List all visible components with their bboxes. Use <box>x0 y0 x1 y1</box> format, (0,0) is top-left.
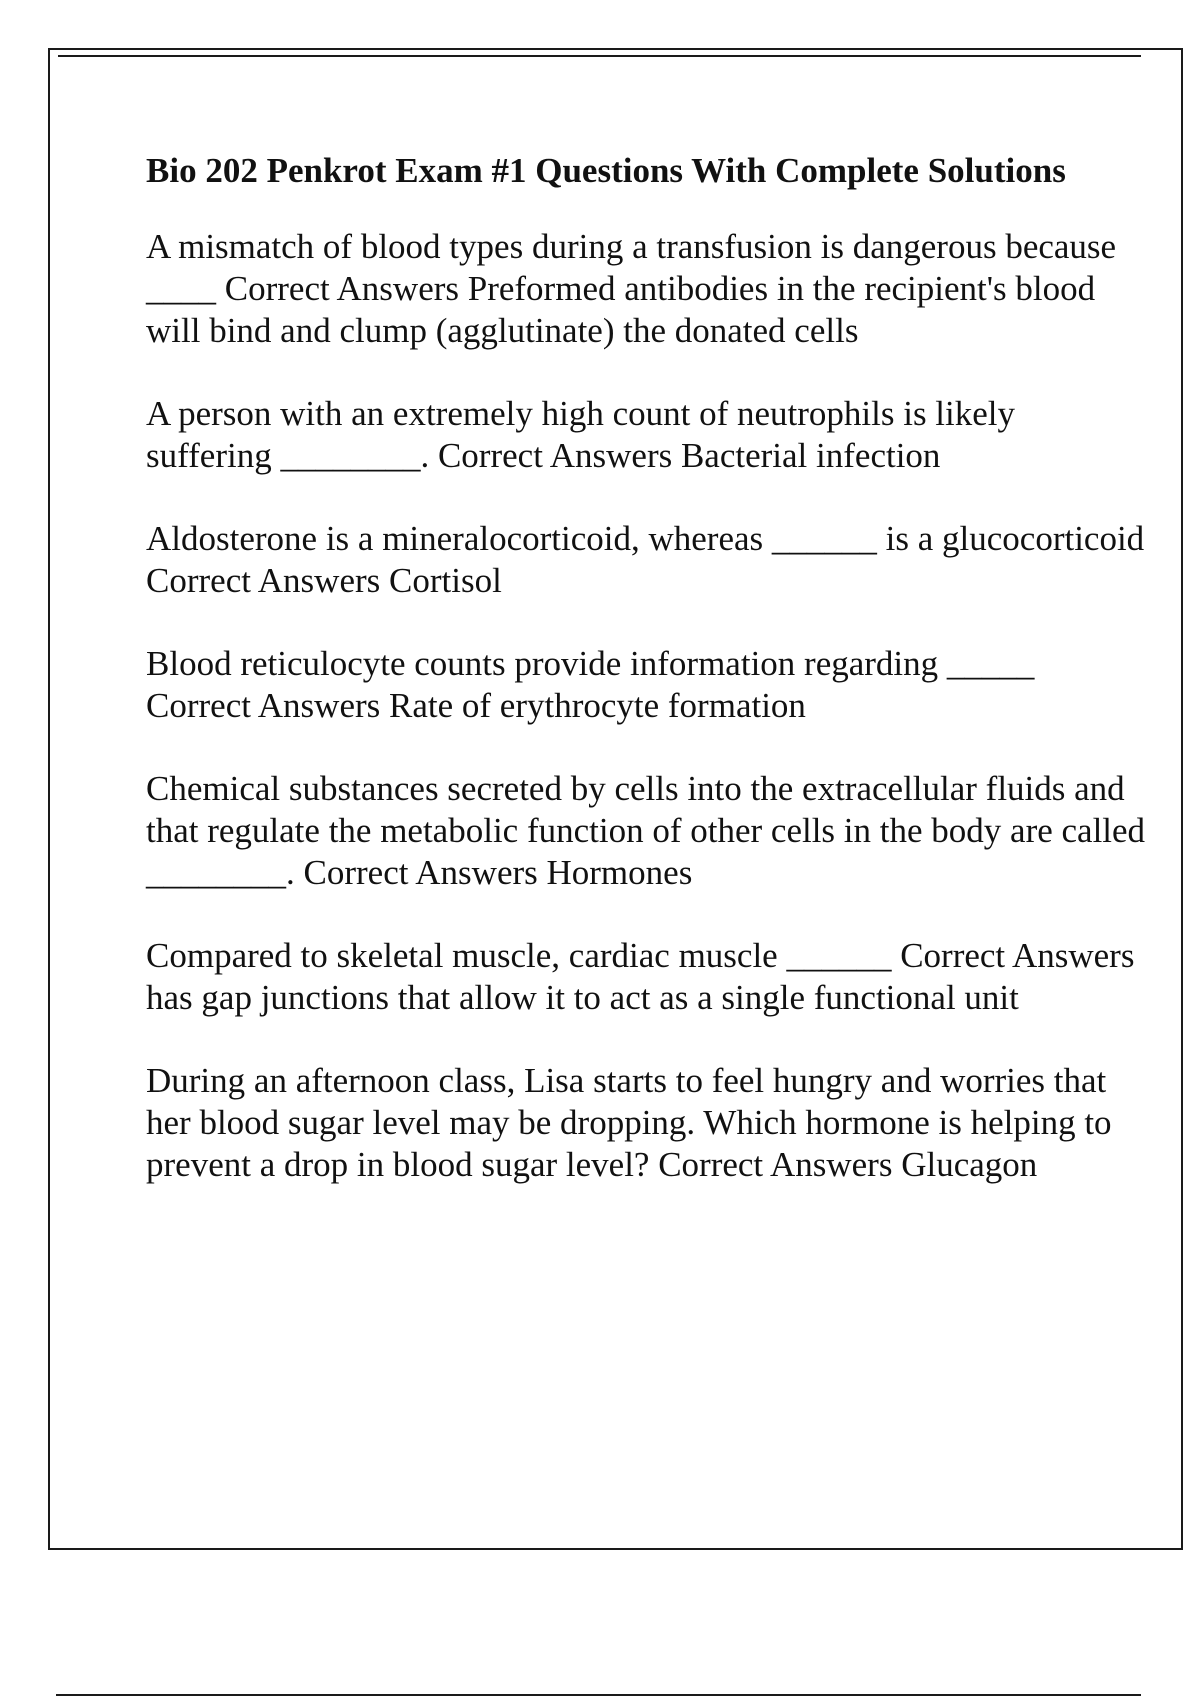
question-answer-6: Compared to skeletal muscle, cardiac muscle ______ Correct Answers has gap junctions that allow it to act as a single functional unit <box>146 936 1135 1017</box>
question-answer-2: A person with an extremely high count of neutrophils is likely suffering ________. Correct Answers Bacterial infection <box>146 394 1016 475</box>
question-answer-3: Aldosterone is a mineralocorticoid, whereas ______ is a glucocorticoid Correct Answers Cortisol <box>146 519 1145 600</box>
question-answer-7: During an afternoon class, Lisa starts to feel hungry and worries that her blood sugar level may be dropping. Which hormone is helping to prevent a drop in blood sugar level? Correct Answers Glucagon <box>146 1061 1112 1184</box>
bottom-rule <box>56 1694 1141 1696</box>
question-answer-4: Blood reticulocyte counts provide information regarding _____ Correct Answers Rate of erythrocyte formation <box>146 644 1035 725</box>
page-frame <box>48 48 1183 1550</box>
question-answer-5: Chemical substances secreted by cells into the extracellular fluids and that regulate the metabolic function of other cells in the body are called ________. Correct Answers Hormones <box>146 769 1146 892</box>
top-rule <box>58 55 1141 57</box>
document-content <box>146 150 1146 1227</box>
document-title: Bio 202 Penkrot Exam #1 Questions With Complete Solutions <box>146 151 1066 190</box>
question-answer-1: A mismatch of blood types during a transfusion is dangerous because ____ Correct Answers Preformed antibodies in the recipient's blood will bind and clump (agglutinate) the donated cells <box>146 227 1117 350</box>
